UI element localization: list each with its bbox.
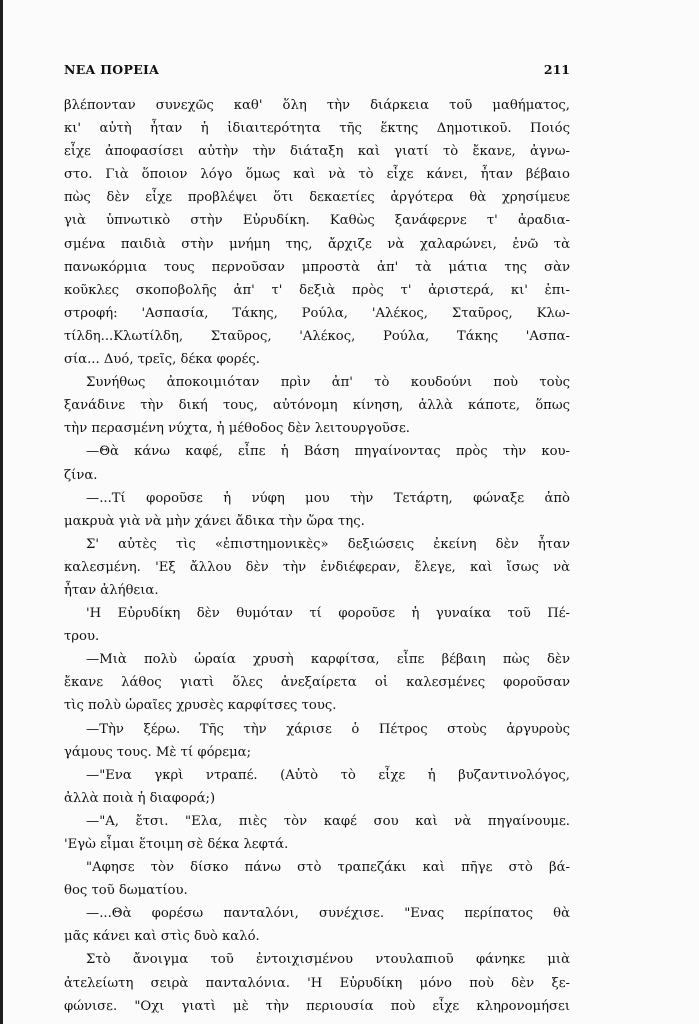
text-line: ξανάδινε τὴν δική τους, αὐτόνομη κίνηση, ἀλλὰ κάποτε, ὅπως [64,398,570,414]
text-line: —"Α, ἔτσι. "Ελα, πιὲς τὸν καφέ σου καὶ νὰ πηγαίνουμε. [86,813,570,829]
text-line: σία... Δυό, τρεῖς, δέκα φορές. [64,352,260,368]
text-line: ἦταν ἀλήθεια. [64,582,159,598]
text-line: ἀλλὰ ποιὰ ἡ διαφορά;) [64,790,216,806]
text-line: βλέπονταν συνεχῶς καθ' ὅλη τὴν διάρκεια τοῦ μαθήματος, [64,98,570,113]
text-line: τίλδη...Κλωτίλδη, Σταῦρος, 'Αλέκος, Ρούλα, Τάκης 'Ασπα- [64,328,570,344]
page-header [64,62,570,82]
text-line: κοῦκλες σκοποβολῆς ἀπ' τ' δεξιὰ πρὸς τ' ἀριστερά, κι' ἐπι- [64,282,570,298]
text-line: μακρυὰ γιὰ νὰ μὴν χάνει ἄδικα τὴν ὥρα της. [64,513,365,529]
text-line: —...Τί φοροῦσε ἡ νύφη μου τὴν Τετάρτη, φώναξε ἀπὸ [86,490,570,506]
text-line: —Θὰ κάνω καφέ, εἶπε ἡ Βάση πηγαίνοντας πρὸς τὴν κου- [86,444,570,460]
text-line: ἔκανε λάθος γιατὶ ὅλες ἀνεξαίρετα οἱ καλεσμένες φοροῦσαν [64,675,570,691]
text-line: ἀτελείωτη σειρὰ πανταλόνια. 'Η Εὐρυδίκη μόνο ποὺ δὲν ξε- [64,975,570,991]
text-line: τρου. [64,629,100,645]
text-line: Συνήθως ἀποκοιμιόταν πρὶν ἀπ' τὸ κουδούνι ποὺ τοὺς [86,375,570,391]
body-text [64,94,570,1018]
text-line: πὼς δὲν εἶχε προβλέψει ὅτι δεκαετίες ἀργότερα θὰ χρησίμευε [64,190,570,206]
text-line: μᾶς κάνει καὶ στὶς δυὸ καλό. [64,929,260,945]
page-number: 211 [543,62,570,77]
text-line: στο. Γιὰ ὅποιον λόγο ὅμως καὶ νὰ τὸ εἶχε κάνει, ἦταν βέβαιο [64,167,570,183]
text-line: φώνισε. "Οχι γιατὶ μὲ τὴν περιουσία ποὺ εἶχε κληρονομήσει [64,998,570,1014]
text-line: εἶχε ἀποφασίσει αὐτὴν τὴν διάταξη καὶ γιατί τὸ ἔκανε, ἀγνω- [64,144,570,160]
text-line: —Τὴν ξέρω. Τῆς τὴν χάρισε ὁ Πέτρος στοὺς ἀργυροὺς [86,721,570,737]
text-line: σμένα παιδιὰ στὴν μνήμη της, ἄρχιζε νὰ χαλαρώνει, ἐνῶ τὰ [64,236,570,252]
scan-edge [0,0,3,1024]
running-title: ΝΕΑ ΠΟΡΕΙΑ [64,62,160,77]
text-line: ζίνα. [64,467,98,483]
text-line: 'Η Εὐρυδίκη δὲν θυμόταν τί φοροῦσε ἡ γυναίκα τοῦ Πέ- [86,606,570,622]
text-line: κι' αὐτὴ ἦταν ἡ ἰδιαιτερότητα τῆς ἕκτης Δημοτικοῦ. Ποιός [64,121,570,137]
text-line: καλεσμένη. 'Εξ ἄλλου δὲν τὴν ἐνδιέφεραν, ἔλεγε, καὶ ἴσως νὰ [64,559,570,575]
text-line: στροφή: 'Ασπασία, Τάκης, Ρούλα, 'Αλέκος, Σταῦρος, Κλω- [64,305,570,321]
text-line: 'Εγὼ εἶμαι ἕτοιμη σὲ δέκα λεφτά. [64,837,289,852]
text-line: Στὸ ἄνοιγμα τοῦ ἐντοιχισμένου ντουλαπιοῦ φάνηκε μιὰ [86,952,570,968]
text-line: γάμους τους. Μὲ τί φόρεμα; [64,744,252,760]
text-line: —...Θὰ φορέσω πανταλόνι, συνέχισε. "Ενας περίπατος θὰ [86,906,570,922]
text-line: πανωκόρμια τους περνοῦσαν μπροστὰ ἀπ' τὰ μάτια της σὰν [64,259,570,275]
text-line: θος τοῦ δωματίου. [64,883,188,899]
text-line: Σ' αὐτὲς τὶς «ἐπιστημονικὲς» δεξιώσεις ἐκείνη δὲν ἦταν [86,536,570,552]
text-line: γιὰ ὑπνωτικὸ στὴν Εὐρυδίκη. Καθὼς ξανάφερνε τ' ἀραδια- [64,213,570,229]
text-line: τὴν περασμένη νύχτα, ἡ μέθοδος δὲν λειτουργοῦσε. [64,421,410,437]
text-line: —Μιὰ πολὺ ὡραία χρυσὴ καρφίτσα, εἶπε βέβαιη πὼς δὲν [86,652,570,668]
text-line: —"Ενα γκρὶ ντραπέ. (Αὐτὸ τὸ εἶχε ἡ βυζαντινολόγος, [86,767,570,783]
text-line: τὶς πολὺ ὡραῖες χρυσὲς καρφίτσες τους. [64,698,337,714]
text-line: "Αφησε τὸν δίσκο πάνω στὸ τραπεζάκι καὶ πῆγε στὸ βά- [86,860,570,876]
